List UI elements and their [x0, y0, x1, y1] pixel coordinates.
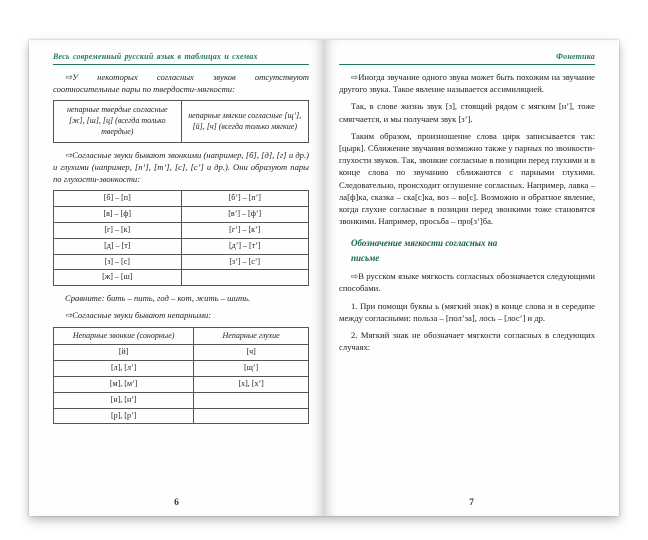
table-row	[54, 191, 309, 207]
running-head-right: Фонетика	[339, 52, 595, 65]
paragraph-zhizn: Так, в слове жизнь звук [з], стоящий рядом с мягким [н’], тоже смягчается, и мы получаем звук [з’].	[339, 101, 595, 124]
table-cell: [ч]	[194, 345, 309, 361]
table-cell: [д] – [т]	[54, 238, 182, 254]
table-cell: [б] – [п]	[54, 191, 182, 207]
table-cell: [р], [р’]	[54, 408, 194, 424]
table-cell: [г] – [к]	[54, 223, 182, 239]
table-cell: [й]	[54, 345, 194, 361]
table-header-cell: Непарные глухие	[194, 327, 309, 345]
table-cell: [в] – [ф]	[54, 207, 182, 223]
paragraph-voicing: ⇨Согласные звуки бывают звонкими (например, [б], [д], [г] и др.) и глухими (например, [п’], [т’], [с], [с’] и др.). Они образуют пары по глухости-звонкости:	[53, 149, 309, 185]
table-cell	[194, 408, 309, 424]
table-row	[54, 238, 309, 254]
table-cell: [л], [л’]	[54, 361, 194, 377]
table-row	[54, 408, 309, 424]
paragraph-ways: ⇨В русском языке мягкость согласных обозначается следующими способами.	[339, 271, 595, 294]
table-cell: [з’] – [с’]	[181, 254, 309, 270]
page-right	[324, 40, 619, 516]
paragraph-item1: 1. При помощи буквы ь (мягкий знак) в конце слова и в середине между согласными: польза – [пол’за], лось – [лос’] и др.	[339, 300, 595, 323]
paragraph-unpaired: ⇨Согласные звуки бывают непарными:	[65, 310, 212, 321]
table-cell: непарные твердые согласные [ж], [ш], [ц] (всегда только твердые)	[54, 101, 182, 142]
book-spread	[29, 40, 619, 516]
table-row	[54, 254, 309, 270]
table-row	[54, 392, 309, 408]
table-row	[54, 101, 309, 142]
table-cell	[181, 270, 309, 286]
paragraph-compare: Сравните: бить – пить, год – кот, жить – шить.	[65, 293, 251, 304]
table-cell: [б’] – [п’]	[181, 191, 309, 207]
paragraph-hardness: ⇨У некоторых согласных звуков отсутствуют соотносительные пары по твердости-мягкости:	[53, 72, 309, 95]
table-row	[54, 345, 309, 361]
page-number: 7	[469, 498, 474, 508]
table-row	[54, 207, 309, 223]
table-cell: [щ’]	[194, 361, 309, 377]
running-head-left: Весь современный русский язык в таблицах и схемах	[53, 52, 309, 65]
table-cell: непарные мягкие согласные [щ’], [й], [ч] (всегда только мягкие)	[181, 101, 309, 142]
page-left	[29, 40, 324, 516]
table-row	[54, 270, 309, 286]
table-row	[54, 361, 309, 377]
voicing-pairs-table	[53, 190, 309, 286]
unpaired-consonants-table	[53, 327, 309, 425]
table-cell	[194, 392, 309, 408]
paragraph-tsirk: Таким образом, произношение слова цирк записывается так: [цырк]. Сближение звучания возможно также у парных по звонкости-глухости звуков. Так, звонкие согласные в позиции перед глухими и в конце слова по звучанию сближаются с парными глухими. Следовательно, происходит оглушение согласных. Например, лавка – ла[ф]ка, сказка – ска[с]ка, воз – во[с]. Возможно и обратное явление, когда глухие согласные в позиции перед звонкими тоже становятся звонкими. Например, просьба – про[з’]ба.	[339, 130, 595, 227]
table-cell: [ж] – [ш]	[54, 270, 182, 286]
table-cell: [м], [м’]	[54, 376, 194, 392]
table-cell: [н], [н’]	[54, 392, 194, 408]
page-number: 6	[174, 498, 179, 508]
section-heading-softness: Обозначение мягкости согласных на письме	[351, 238, 498, 263]
table-row	[54, 376, 309, 392]
table-cell: [г’] – [к’]	[181, 223, 309, 239]
paragraph-item2: 2. Мягкий знак не обозначает мягкости согласных в следующих случаях:	[339, 330, 595, 353]
paragraph-assimilation: ⇨Иногда звучание одного звука может быть похожим на звучание другого звука. Такое явление называется ассимиляцией.	[339, 72, 595, 95]
table-cell: [д’] – [т’]	[181, 238, 309, 254]
table-row	[54, 223, 309, 239]
table-cell: [х], [х’]	[194, 376, 309, 392]
table-header-cell: Непарные звонкие (сонорные)	[54, 327, 194, 345]
table-cell: [в’] – [ф’]	[181, 207, 309, 223]
hardness-pairs-table	[53, 100, 309, 142]
table-cell: [з] – [с]	[54, 254, 182, 270]
table-header-row	[54, 327, 309, 345]
